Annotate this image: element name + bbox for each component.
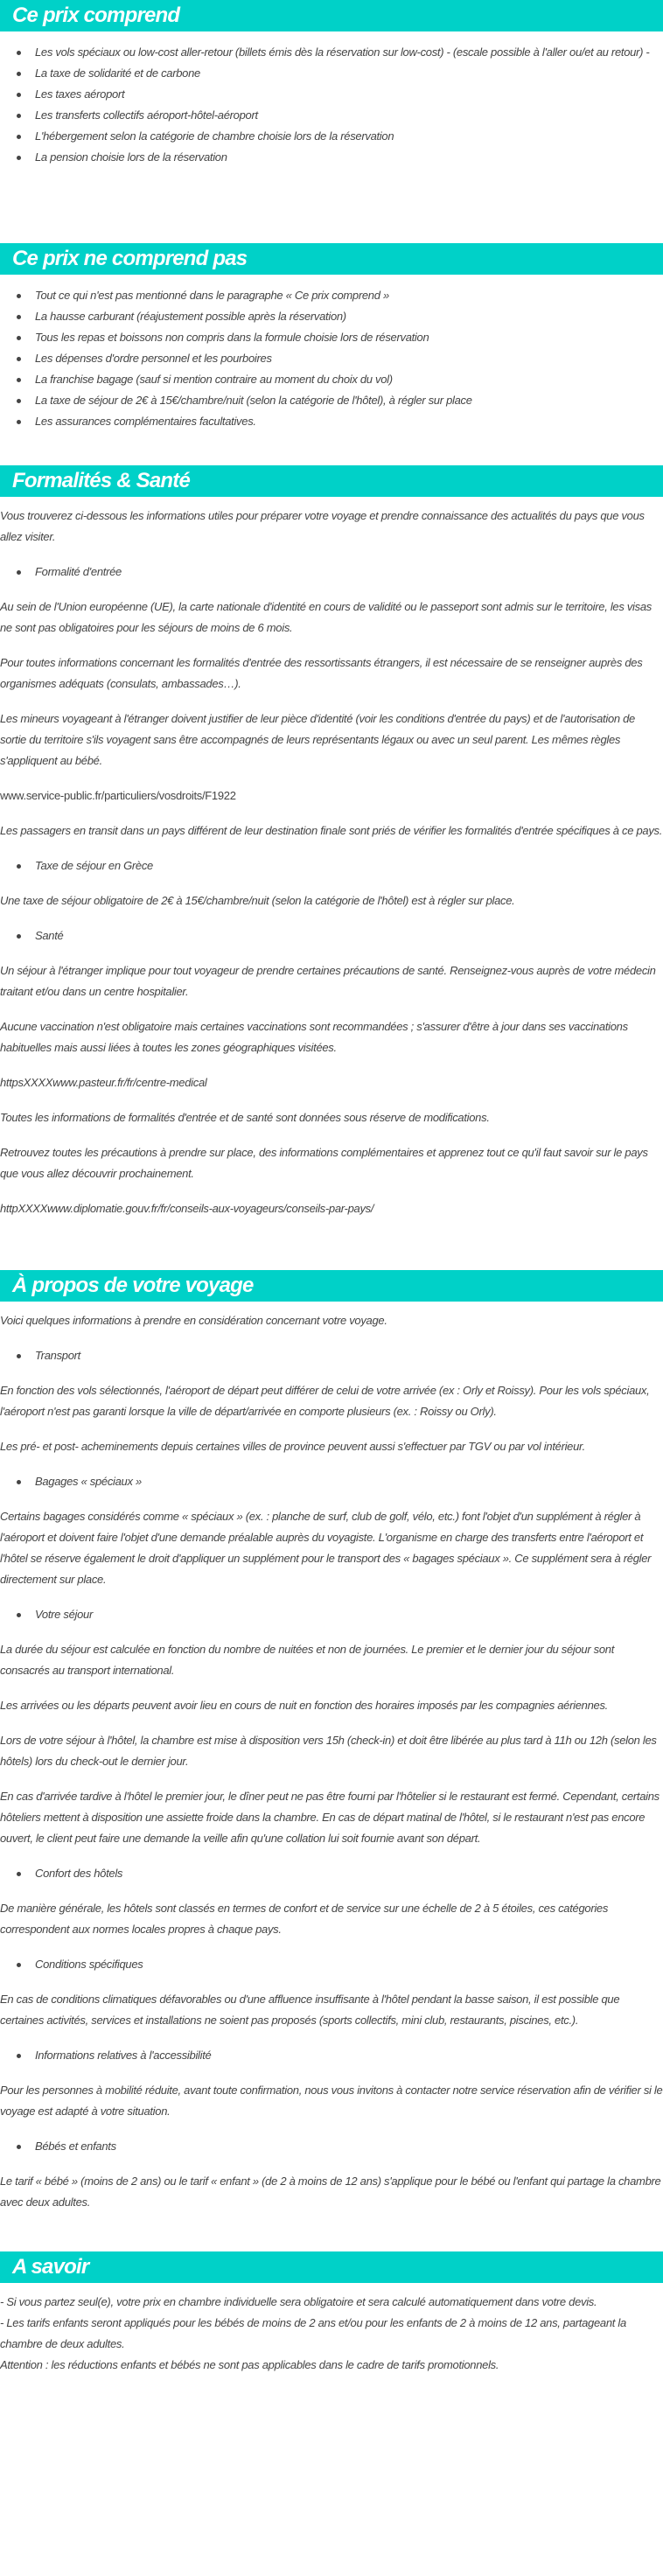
entry-paragraph: Au sein de l'Union européenne (UE), la carte nationale d'identité en cours de validité ou le passeport sont admis sur le territoire, les visas ne sont pas obligatoires pour les séjours de moins de 6 mois. xyxy=(0,600,652,634)
stay-paragraph: Les arrivées ou les départs peuvent avoir lieu en cours de nuit en fonction des horaires imposés par les compagnies aériennes. xyxy=(0,1699,608,1712)
section-includes xyxy=(0,0,663,168)
includes-list xyxy=(0,42,663,168)
comfort-paragraph: De manière générale, les hôtels sont classés en termes de confort et de service sur une échelle de 2 à 5 étoiles, ces catégories correspondent aux normes locales propres à chaque pays. xyxy=(0,1902,609,1936)
list-item: La hausse carburant (réajustement possible après la réservation) xyxy=(24,306,663,327)
list-item: L'hébergement selon la catégorie de chambre choisie lors de la réservation xyxy=(24,126,663,147)
formalities-intro: Vous trouverez ci-dessous les informations utiles pour préparer votre voyage et prendre connaissance des actualités du pays que vous allez visiter. xyxy=(0,509,645,543)
stay-paragraph: En cas d'arrivée tardive à l'hôtel le premier jour, le dîner peut ne pas être fourni par l'hôtelier si le restaurant est fermé. Cependant, certains hôteliers mettent à disposition une assiette froide dans la chambre. En cas de départ matinal de l'hôtel, si le restaurant n'est pas encore ouvert, le client peut faire une demande la veille afin qu'une collation lui soit fournie avant son départ. xyxy=(0,1790,660,1845)
section-title-trip: À propos de votre voyage xyxy=(0,1270,663,1302)
trip-intro: Voici quelques informations à prendre en considération concernant votre voyage. xyxy=(0,1314,387,1327)
service-public-link[interactable]: www.service-public.fr/particuliers/vosdroits/F1922 xyxy=(0,789,236,802)
list-item: Les transferts collectifs aéroport-hôtel-aéroport xyxy=(24,105,663,126)
note-line: - Si vous partez seul(e), votre prix en chambre individuelle sera obligatoire et sera calculé automatiquement dans votre devis. xyxy=(0,2295,597,2308)
subheading-comfort: Confort des hôtels xyxy=(24,1863,663,1884)
excludes-list xyxy=(0,285,663,432)
subheading-baggage: Bagages « spéciaux » xyxy=(24,1471,663,1492)
subheading-entry: Formalité d'entrée xyxy=(24,562,663,583)
subheading-transport: Transport xyxy=(24,1345,663,1366)
list-item: Tout ce qui n'est pas mentionné dans le paragraphe « Ce prix comprend » xyxy=(24,285,663,306)
stay-paragraph: Lors de votre séjour à l'hôtel, la chambre est mise à disposition vers 15h (check-in) et doit être libérée au plus tard à 11h ou 12h (selon les hôtels) lors du check-out le dernier jour. xyxy=(0,1734,657,1768)
section-title-includes: Ce prix comprend xyxy=(0,0,663,31)
list-item: Tous les repas et boissons non compris dans la formule choisie lors de réservation xyxy=(24,327,663,348)
list-item: La pension choisie lors de la réservation xyxy=(24,147,663,168)
section-trip xyxy=(0,1270,663,2213)
section-formalities xyxy=(0,465,663,1219)
health-paragraph: Aucune vaccination n'est obligatoire mais certaines vaccinations sont recommandées ; s'assurer d'être à jour dans ses vaccinations habituelles mais aussi liées à toutes les zones géographiques visitées. xyxy=(0,1020,628,1054)
section-title-formalities: Formalités & Santé xyxy=(0,465,663,497)
list-item: Les taxes aéroport xyxy=(24,84,663,105)
subheading-stay: Votre séjour xyxy=(24,1604,663,1625)
list-item: La taxe de séjour de 2€ à 15€/chambre/nuit (selon la catégorie de l'hôtel), à régler sur place xyxy=(24,390,663,411)
entry-paragraph: Pour toutes informations concernant les formalités d'entrée des ressortissants étrangers, il est nécessaire de se renseigner auprès des organismes adéquats (consulats, ambassades…). xyxy=(0,656,643,690)
transport-paragraph: En fonction des vols sélectionnés, l'aéroport de départ peut différer de celui de votre arrivée (ex : Orly et Roissy). Pour les vols spéciaux, l'aéroport n'est pas garanti lorsque la ville de départ/arrivée en comporte plusieurs (ex. : Roissy ou Orly). xyxy=(0,1384,650,1418)
health-paragraph: Un séjour à l'étranger implique pour tout voyageur de prendre certaines précautions de santé. Renseignez-vous auprès de votre médecin traitant et/ou dans un centre hospitalier. xyxy=(0,964,656,998)
health-paragraph: Toutes les informations de formalités d'entrée et de santé sont données sous réserve de modifications. xyxy=(0,1111,490,1124)
section-excludes xyxy=(0,243,663,432)
list-item: La taxe de solidarité et de carbone xyxy=(24,63,663,84)
baggage-paragraph: Certains bagages considérés comme « spéciaux » (ex. : planche de surf, club de golf, vélo, etc.) font l'objet d'un supplément à régler à l'aéroport et doivent faire l'objet d'une demande préalable auprès du voyagiste. L'organisme en charge des transferts entre l'aéroport et l'hôtel se réserve également le droit d'appliquer un supplément pour le transport des « bagages spéciaux ». Ce supplément sera à régler directement sur place. xyxy=(0,1510,652,1586)
transport-paragraph: Les pré- et post- acheminements depuis certaines villes de province peuvent aussi s'effectuer par TGV ou par vol intérieur. xyxy=(0,1440,585,1453)
note-line: Attention : les réductions enfants et bébés ne sont pas applicables dans le cadre de tarifs promotionnels. xyxy=(0,2358,499,2371)
entry-paragraph: Les mineurs voyageant à l'étranger doivent justifier de leur pièce d'identité (voir les conditions d'entrée du pays) et de l'autorisation de sortie du territoire s'ils voyagent sans être accompagnés de leurs représentants légaux ou avec un seul parent. Les mêmes règles s'appliquent au bébé. xyxy=(0,712,635,767)
list-item: Les assurances complémentaires facultatives. xyxy=(24,411,663,432)
subheading-conditions: Conditions spécifiques xyxy=(24,1954,663,1975)
section-title-note: A savoir xyxy=(0,2251,663,2283)
entry-paragraph: Les passagers en transit dans un pays différent de leur destination finale sont priés de vérifier les formalités d'entrée spécifiques à ce pays. xyxy=(0,824,663,837)
list-item: Les dépenses d'ordre personnel et les pourboires xyxy=(24,348,663,369)
subheading-kids: Bébés et enfants xyxy=(24,2136,663,2157)
tax-paragraph: Une taxe de séjour obligatoire de 2€ à 15€/chambre/nuit (selon la catégorie de l'hôtel) est à régler sur place. xyxy=(0,894,515,907)
note-line: - Les tarifs enfants seront appliqués pour les bébés de moins de 2 ans et/ou pour les enfants de 2 à moins de 12 ans, partageant la chambre de deux adultes. xyxy=(0,2316,626,2350)
section-title-excludes: Ce prix ne comprend pas xyxy=(0,243,663,275)
kids-paragraph: Le tarif « bébé » (moins de 2 ans) ou le tarif « enfant » (de 2 à moins de 12 ans) s'applique pour le bébé ou l'enfant qui partage la chambre avec deux adultes. xyxy=(0,2175,661,2209)
accessibility-paragraph: Pour les personnes à mobilité réduite, avant toute confirmation, nous vous invitons à contacter notre service réservation afin de vérifier si le voyage est adapté à votre situation. xyxy=(0,2084,663,2118)
list-item: La franchise bagage (sauf si mention contraire au moment du choix du vol) xyxy=(24,369,663,390)
list-item: Les vols spéciaux ou low-cost aller-retour (billets émis dès la réservation sur low-cost) - (escale possible à l'aller ou/et au retour) - xyxy=(24,42,663,63)
pasteur-link[interactable]: httpsXXXXwww.pasteur.fr/fr/centre-medical xyxy=(0,1076,207,1089)
subheading-accessibility: Informations relatives à l'accessibilité xyxy=(24,2045,663,2066)
health-paragraph: Retrouvez toutes les précautions à prendre sur place, des informations complémentaires et apprenez tout ce qu'il faut savoir sur le pays que vous allez découvrir prochainement. xyxy=(0,1146,648,1180)
stay-paragraph: La durée du séjour est calculée en fonction du nombre de nuitées et non de journées. Le premier et le dernier jour du séjour sont consacrés au transport international. xyxy=(0,1643,615,1677)
diplomatie-link[interactable]: httpXXXXwww.diplomatie.gouv.fr/fr/conseils-aux-voyageurs/conseils-par-pays/ xyxy=(0,1202,374,1215)
conditions-paragraph: En cas de conditions climatiques défavorables ou d'une affluence insuffisante à l'hôtel pendant la basse saison, il est possible que certaines activités, services et installations ne soient pas proposés (sports collectifs, mini club, restaurants, piscines, etc.). xyxy=(0,1993,620,2027)
subheading-health: Santé xyxy=(24,925,663,946)
subheading-tax: Taxe de séjour en Grèce xyxy=(24,855,663,876)
section-note xyxy=(0,2251,663,2393)
